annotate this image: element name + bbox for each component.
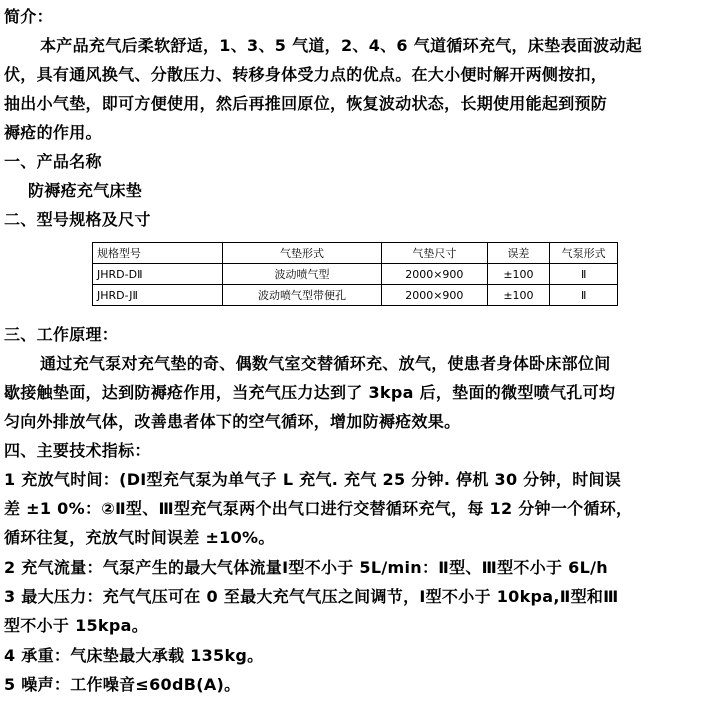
- spec-line: 4 承重：气床垫最大承载 135kg。: [4, 646, 264, 665]
- table-header-cell: 气垫尺寸: [382, 243, 487, 264]
- spec-line: 1 充放气时间：(DⅠ型充气泵为单气子 L 充气. 充气 25 分钟. 停机 30 分钟，时间误: [4, 470, 622, 489]
- table-row: [93, 264, 618, 285]
- spec-line: 5 噪声：工作噪音≤60dB(A)。: [4, 675, 241, 694]
- section3-heading: 三、工作原理：: [4, 325, 119, 344]
- principle-line: 通过充气泵对充气垫的奇、偶数气室交替循环充、放气，使患者身体卧床部位间: [40, 354, 611, 373]
- table-cell: ±100: [487, 264, 550, 285]
- table-cell: 2000×900: [382, 264, 487, 285]
- intro-line: 抽出小气垫，即可方便使用，然后再推回原位，恢复波动状态，长期使用能起到预防: [4, 94, 608, 113]
- table-header-cell: 气泵形式: [550, 243, 618, 264]
- table-cell: Ⅱ: [550, 264, 618, 285]
- table-header-cell: 规格型号: [93, 243, 223, 264]
- spec-line: 3 最大压力：充气气压可在 0 至最大充气气压之间调节，Ⅰ型不小于 10kpa,Ⅱ型和Ⅲ: [4, 587, 619, 606]
- table-cell: 波动喷气型带便孔: [222, 285, 381, 306]
- section2-heading: 二、型号规格及尺寸: [4, 210, 151, 229]
- principle-line: 歇接触垫面，达到防褥疮作用，当充气压力达到了 3kpa 后，垫面的微型喷气孔可均: [4, 383, 616, 402]
- principle-line: 匀向外排放气体，改善患者体下的空气循环，增加防褥疮效果。: [4, 412, 461, 431]
- intro-line: 本产品充气后柔软舒适，1、3、5 气道，2、4、6 气道循环充气，床垫表面波动起: [40, 36, 642, 55]
- spec-line: 2 充气流量：气泵产生的最大气体流量Ⅰ型不小于 5L/min：Ⅱ型、Ⅲ型不小于 6L/h: [4, 558, 608, 577]
- intro-line: 伏，具有通风换气、分散压力、转移身体受力点的优点。在大小便时解开两侧按扣，: [4, 65, 608, 84]
- table-cell: Ⅱ: [550, 285, 618, 306]
- section4-heading: 四、主要技术指标：: [4, 441, 151, 460]
- product-name: 防褥疮充气床垫: [28, 181, 143, 200]
- table-cell: JHRD-DⅡ: [93, 264, 223, 285]
- table-row: [93, 285, 618, 306]
- section1-heading: 一、产品名称: [4, 152, 102, 171]
- spec-line: 型不小于 15kpa。: [4, 616, 149, 635]
- spec-table: [92, 242, 618, 306]
- intro-line: 褥疮的作用。: [4, 123, 102, 142]
- table-header-cell: 气垫形式: [222, 243, 381, 264]
- table-cell: JHRD-JⅡ: [93, 285, 223, 306]
- table-header-row: [93, 243, 618, 264]
- table-cell: 波动喷气型: [222, 264, 381, 285]
- table-cell: 2000×900: [382, 285, 487, 306]
- table-cell: ±100: [487, 285, 550, 306]
- spec-line: 差 ±1 0%：②Ⅱ型、Ⅲ型充气泵两个出气口进行交替循环充气，每 12 分钟一个循环，: [4, 499, 633, 518]
- intro-heading: 简介：: [4, 7, 53, 26]
- table-header-cell: 误差: [487, 243, 550, 264]
- spec-line: 循环往复，充放气时间误差 ±10%。: [4, 528, 275, 547]
